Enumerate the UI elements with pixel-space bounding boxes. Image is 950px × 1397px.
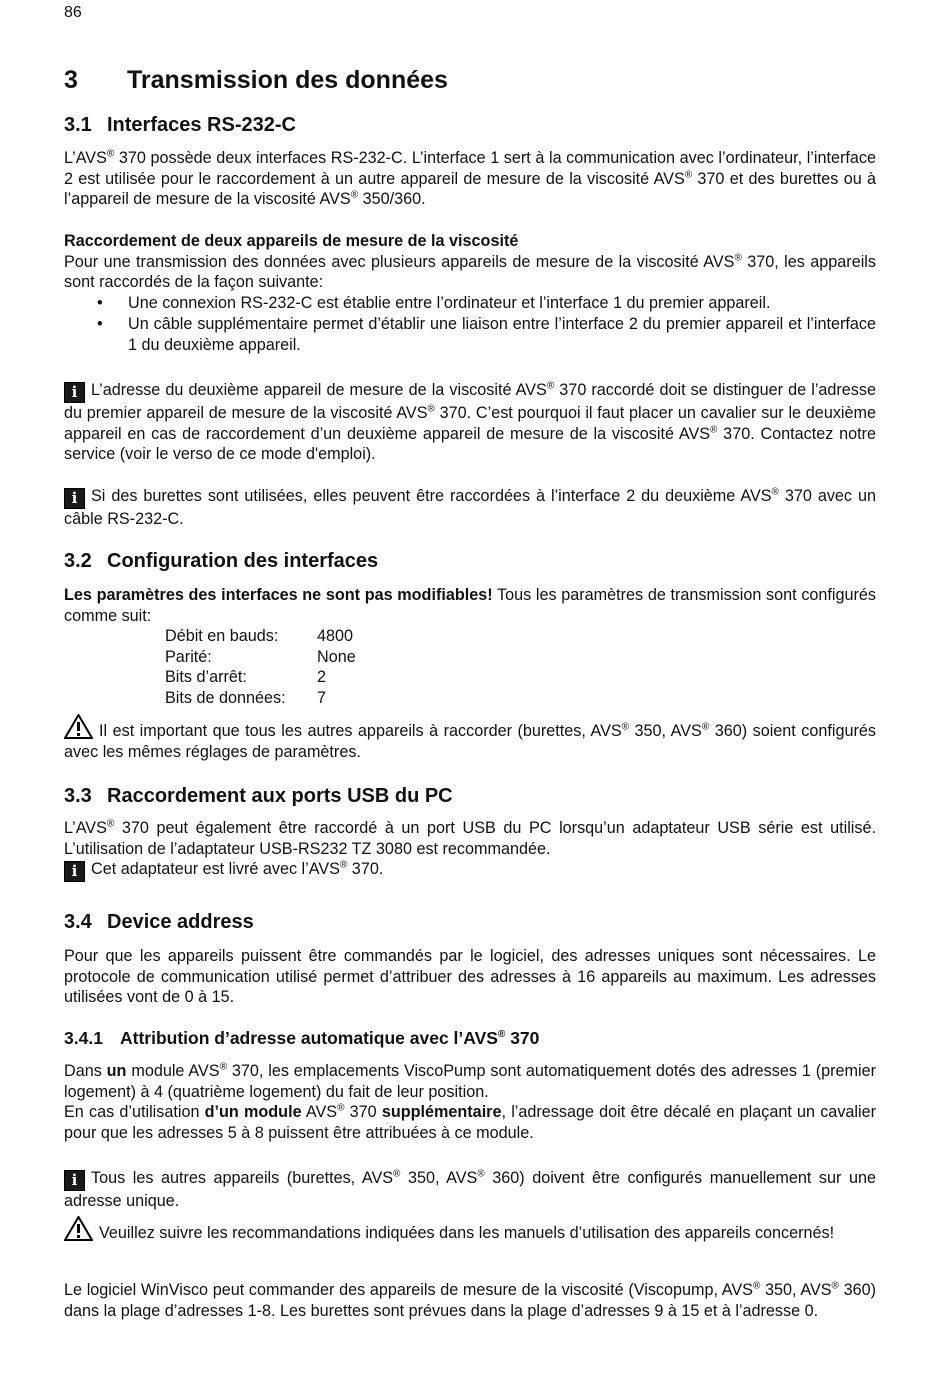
table-row: Parité: None (165, 647, 356, 666)
section-number: 3.3 (64, 785, 92, 807)
section-title: Device address (107, 911, 254, 933)
chapter-heading (64, 66, 448, 95)
page-number: 86 (64, 4, 82, 21)
s31-info-note-1: i L’adresse du deuxième appareil de mesure de la viscosité AVS® 370 raccordé doit se distinguer de l’adresse du premier appareil de mesure de la viscosité AVS® 370. C’est pourquoi il faut placer un cavalier sur le deuxième appareil en cas de raccordement d’un deuxième appareil de mesure de la viscosité AVS® 370. Contactez notre service (voir le verso de ce mode d'emploi). (64, 380, 877, 464)
table-row: Débit en bauds: 4800 (165, 627, 354, 646)
section-3-1-heading (64, 114, 296, 137)
s32-body (64, 585, 876, 708)
s31-bullet-list (64, 293, 876, 356)
s341-info-note: i Tous les autres appareils (burettes, AVS® 350, AVS® 360) doivent être configurés manuellement sur une adresse unique. (64, 1168, 876, 1210)
s31-subheading: Raccordement de deux appareils de mesure de la viscosité (64, 232, 519, 250)
s31-paragraph-1: L’AVS® 370 possède deux interfaces RS-232-C. L’interface 1 sert à la communication avec l’ordinateur, l’interface 2 est utilisée pour le raccordement à un autre appareil de mesure de la viscosité AVS® 370 et des burettes ou à l’appareil de mesure de la viscosité AVS® 350/360. (64, 148, 876, 209)
section-3-3-heading (64, 785, 453, 808)
s341-warning-note: Veuillez suivre les recommandations indiquées dans les manuels d’utilisation des appareils concernés! (64, 1216, 876, 1244)
section-3-2-heading (64, 550, 378, 573)
parameter-table (165, 626, 356, 708)
s31-paragraph-2: Pour une transmission des données avec plusieurs appareils de mesure de la viscosité AVS® 370, les appareils sont raccordés de la façon suivante: (64, 252, 876, 292)
s32-warning-note: Il est important que tous les autres appareils à raccorder (burettes, AVS® 350, AVS® 360) soient configurés avec les mêmes réglages de paramètres. (64, 714, 876, 762)
table-row: Bits de données: 7 (165, 688, 327, 707)
chapter-number: 3 (64, 66, 78, 94)
s341-paragraph-1: Dans un module AVS® 370, les emplacements ViscoPump sont automatiquement dotés des adresses 1 (premier logement) à 4 (quatrième logement) du fait de leur position. (64, 1061, 876, 1101)
section-title: Configuration des interfaces (107, 550, 379, 572)
table-row: Bits d’arrêt: 2 (165, 668, 327, 687)
section-title: Interfaces RS-232-C (107, 114, 296, 136)
s34-paragraph-1: Pour que les appareils puissent être commandés par le logiciel, des adresses uniques sont nécessaires. Le protocole de communication utilisé permet d’attribuer des adresses à 16 appareils au maximum. Les adresses utilisées vont de 0 à 15. (64, 947, 876, 1007)
chapter-title: Transmission des données (127, 66, 448, 94)
section-number: 3.2 (64, 550, 92, 572)
section-3-4-1-heading: 3.4.1 Attribution d’adresse automatique avec l’AVS® 370 (64, 1028, 540, 1048)
info-icon: i (64, 488, 85, 509)
list-item: • Une connexion RS-232-C est établie entre l’ordinateur et l’interface 1 du premier appareil. (97, 293, 771, 312)
s341-body (64, 1061, 876, 1143)
s33-info-note: i Cet adaptateur est livré avec l’AVS® 370. (64, 859, 876, 882)
section-number: 3.1 (64, 114, 92, 136)
section-3-4-heading (64, 911, 254, 934)
warning-icon (64, 1216, 93, 1241)
s31-info-note-2: i Si des burettes sont utilisées, elles peuvent être raccordées à l’interface 2 du deuxième AVS® 370 avec un câble RS-232-C. (64, 486, 876, 528)
info-icon: i (64, 861, 85, 882)
s341-paragraph-2: En cas d’utilisation d’un module AVS® 370 supplémentaire, l’adressage doit être décalé en plaçant un cavalier pour que les adresses 5 à 8 puissent être attribuées à ce module. (64, 1102, 876, 1142)
s33-body (64, 818, 876, 882)
section-number: 3.4 (64, 911, 92, 933)
info-icon: i (64, 1170, 85, 1191)
s32-lead: Les paramètres des interfaces ne sont pas modifiables! Tous les paramètres de transmission sont configurés comme suit: (64, 586, 877, 625)
info-icon: i (64, 382, 85, 403)
s31-subheading-block (64, 231, 876, 356)
s341-paragraph-3: Le logiciel WinVisco peut commander des appareils de mesure de la viscosité (Viscopump, AVS® 350, AVS® 360) dans la plage d’adresses 1-8. Les burettes sont prévues dans la plage d’adresses 9 à 15 et à l’adresse 0. (64, 1280, 877, 1320)
section-title: Raccordement aux ports USB du PC (107, 785, 453, 807)
s33-paragraph-1: L’AVS® 370 peut également être raccordé à un port USB du PC lorsqu’un adaptateur USB série est utilisé. L’utilisation de l’adaptateur USB-RS232 TZ 3080 est recommandée. (64, 818, 876, 858)
warning-icon (64, 714, 93, 739)
section-number: 3.4.1 (64, 1028, 103, 1048)
list-item: • Un câble supplémentaire permet d’établir une liaison entre l’interface 2 du premier appareil et l’interface 1 du deuxième appareil. (97, 314, 876, 354)
